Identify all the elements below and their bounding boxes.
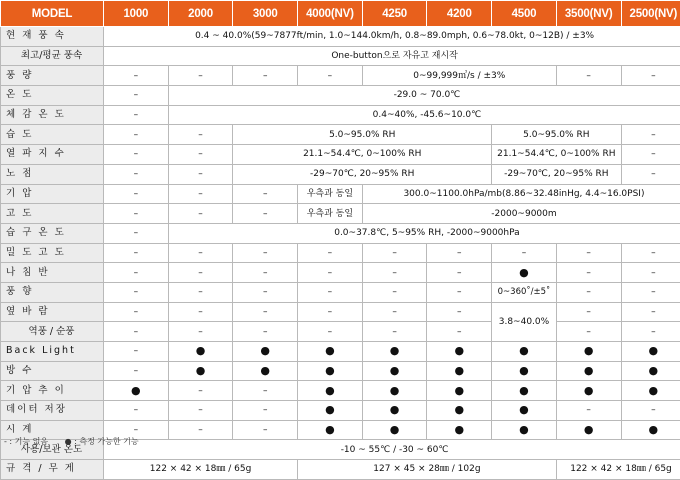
no-function-cell: –: [556, 302, 621, 322]
header-model-1000: 1000: [104, 1, 169, 27]
no-function-cell: –: [168, 322, 233, 342]
row-label: 노 점: [1, 164, 104, 184]
spec-value-cell: 21.1~54.4℃, 0~100% RH: [492, 145, 621, 165]
table-row: [1, 243, 680, 263]
legend-no-function: - : 기능 없음: [4, 437, 48, 446]
table-row: [1, 46, 680, 66]
no-function-cell: –: [362, 322, 427, 342]
no-function-cell: –: [556, 263, 621, 283]
feature-dot-cell: ●: [556, 381, 621, 401]
no-function-cell: –: [427, 302, 492, 322]
feature-dot-cell: ●: [427, 381, 492, 401]
no-function-cell: –: [168, 145, 233, 165]
no-function-cell: –: [492, 243, 557, 263]
table-row: [1, 361, 680, 381]
feature-dot-cell: ●: [362, 361, 427, 381]
feature-dot-cell: ●: [492, 420, 557, 440]
table-row: [1, 381, 680, 401]
row-label: 역풍 / 순풍: [1, 322, 104, 342]
spec-value-cell: One-button으로 자유고 재시작: [104, 46, 680, 66]
row-label: 체 감 온 도: [1, 105, 104, 125]
table-row: [1, 105, 680, 125]
no-function-cell: –: [362, 263, 427, 283]
feature-dot-cell: ●: [298, 401, 363, 421]
no-function-cell: –: [168, 243, 233, 263]
feature-dot-cell: ●: [298, 361, 363, 381]
spec-value-cell: -29~70℃, 20~95% RH: [492, 164, 621, 184]
no-function-cell: –: [104, 184, 169, 204]
table-row: [1, 125, 680, 145]
feature-dot-cell: ●: [168, 361, 233, 381]
spec-value-cell: 0.0~37.8℃, 5~95% RH, -2000~9000hPa: [168, 223, 680, 243]
no-function-cell: –: [168, 420, 233, 440]
no-function-cell: –: [104, 401, 169, 421]
spec-value-cell: -2000~9000m: [362, 204, 680, 224]
header-model-4250: 4250: [362, 1, 427, 27]
header-row: [1, 1, 680, 27]
feature-dot-cell: ●: [556, 342, 621, 362]
no-function-cell: –: [556, 401, 621, 421]
feature-dot-cell: ●: [104, 381, 169, 401]
table-row: [1, 204, 680, 224]
feature-dot-cell: ●: [362, 342, 427, 362]
no-function-cell: –: [104, 105, 169, 125]
header-model-3500nv: 3500(NV): [556, 1, 621, 27]
header-model-4500: 4500: [492, 1, 557, 27]
header-model-2000: 2000: [168, 1, 233, 27]
no-function-cell: –: [233, 420, 298, 440]
no-function-cell: –: [298, 302, 363, 322]
no-function-cell: –: [104, 223, 169, 243]
row-label: 풍 향: [1, 282, 104, 302]
feature-dot-cell: ●: [492, 401, 557, 421]
no-function-cell: –: [168, 125, 233, 145]
no-function-cell: –: [168, 302, 233, 322]
no-function-cell: –: [104, 66, 169, 86]
feature-dot-cell: ●: [362, 401, 427, 421]
no-function-cell: –: [621, 66, 680, 86]
spec-table-body: [1, 27, 680, 480]
header-model-4200: 4200: [427, 1, 492, 27]
feature-dot-cell: ●: [621, 381, 680, 401]
no-function-cell: –: [233, 184, 298, 204]
no-function-cell: –: [556, 243, 621, 263]
no-function-cell: –: [556, 282, 621, 302]
feature-dot-cell: ●: [492, 361, 557, 381]
feature-dot-cell: ●: [427, 401, 492, 421]
no-function-cell: –: [104, 164, 169, 184]
table-row: [1, 223, 680, 243]
row-label: 나 침 반: [1, 263, 104, 283]
feature-dot-cell: ●: [233, 342, 298, 362]
feature-dot-cell: ●: [492, 342, 557, 362]
no-function-cell: –: [168, 381, 233, 401]
feature-dot-cell: ●: [298, 342, 363, 362]
spec-value-cell: -10 ~ 55℃ / -30 ~ 60℃: [104, 440, 680, 460]
spec-value-cell: 300.0~1100.0hPa/mb(8.86~32.48inHg, 4.4~16.0PSI): [362, 184, 680, 204]
table-row: [1, 86, 680, 106]
no-function-cell: –: [233, 381, 298, 401]
row-label: 기 압 추 이: [1, 381, 104, 401]
spec-value-cell: 122 × 42 × 18㎜ / 65g: [556, 460, 680, 480]
feature-dot-cell: ●: [427, 420, 492, 440]
no-function-cell: –: [427, 282, 492, 302]
no-function-cell: –: [621, 401, 680, 421]
no-function-cell: –: [168, 66, 233, 86]
no-function-cell: –: [556, 66, 621, 86]
header-model-3000: 3000: [233, 1, 298, 27]
table-row: [1, 263, 680, 283]
no-function-cell: –: [104, 243, 169, 263]
row-label: 규 격 / 무 게: [1, 460, 104, 480]
spec-value-cell: 127 × 45 × 28㎜ / 102g: [298, 460, 557, 480]
no-function-cell: –: [168, 263, 233, 283]
no-function-cell: –: [621, 145, 680, 165]
no-function-cell: –: [104, 342, 169, 362]
table-row: [1, 27, 680, 47]
row-label: 고 도: [1, 204, 104, 224]
no-function-cell: –: [233, 282, 298, 302]
row-label: 시 계: [1, 420, 104, 440]
no-function-cell: –: [233, 401, 298, 421]
spec-value-cell: 0~99,999㎥/s / ±3%: [362, 66, 556, 86]
no-function-cell: –: [168, 401, 233, 421]
table-row: [1, 282, 680, 302]
no-function-cell: –: [104, 263, 169, 283]
no-function-cell: –: [168, 184, 233, 204]
no-function-cell: –: [233, 243, 298, 263]
feature-dot-cell: ●: [621, 361, 680, 381]
no-function-cell: –: [427, 263, 492, 283]
row-label: 옆 바 람: [1, 302, 104, 322]
table-row: [1, 401, 680, 421]
spec-value-cell: 21.1~54.4℃, 0~100% RH: [233, 145, 492, 165]
spec-value-cell: 122 × 42 × 18㎜ / 65g: [104, 460, 298, 480]
feature-dot-cell: ●: [168, 342, 233, 362]
feature-dot-cell: ●: [621, 342, 680, 362]
spec-value-cell: 3.8~40.0%: [492, 302, 557, 341]
row-label: 현 재 풍 속: [1, 27, 104, 47]
header-model: MODEL: [1, 1, 104, 27]
no-function-cell: –: [556, 322, 621, 342]
no-function-cell: –: [104, 125, 169, 145]
spec-value-cell: -29.0 ~ 70.0℃: [168, 86, 680, 106]
spec-value-cell: 5.0~95.0% RH: [492, 125, 621, 145]
row-label: 온 도: [1, 86, 104, 106]
row-label: 데이터 저장: [1, 401, 104, 421]
feature-dot-cell: ●: [233, 361, 298, 381]
row-label: 습 구 온 도: [1, 223, 104, 243]
table-row: [1, 184, 680, 204]
feature-dot-cell: ●: [556, 361, 621, 381]
row-label: 사용/보관 온도: [1, 440, 104, 460]
no-function-cell: –: [362, 282, 427, 302]
no-function-cell: –: [621, 322, 680, 342]
row-label: 기 압: [1, 184, 104, 204]
feature-dot-cell: ●: [427, 342, 492, 362]
row-label: 습 도: [1, 125, 104, 145]
no-function-cell: –: [621, 243, 680, 263]
no-function-cell: –: [233, 302, 298, 322]
feature-dot-cell: ●: [362, 420, 427, 440]
feature-dot-cell: ●: [556, 420, 621, 440]
no-function-cell: –: [104, 420, 169, 440]
spec-value-cell: 우측과 동일: [298, 204, 363, 224]
no-function-cell: –: [362, 302, 427, 322]
no-function-cell: –: [233, 322, 298, 342]
no-function-cell: –: [298, 282, 363, 302]
feature-dot-cell: ●: [492, 381, 557, 401]
no-function-cell: –: [104, 282, 169, 302]
row-label: 방 수: [1, 361, 104, 381]
no-function-cell: –: [104, 302, 169, 322]
no-function-cell: –: [427, 243, 492, 263]
no-function-cell: –: [104, 204, 169, 224]
table-row: [1, 342, 680, 362]
spec-value-cell: 우측과 동일: [298, 184, 363, 204]
no-function-cell: –: [621, 164, 680, 184]
row-label: 밀 도 고 도: [1, 243, 104, 263]
no-function-cell: –: [104, 361, 169, 381]
no-function-cell: –: [427, 322, 492, 342]
no-function-cell: –: [104, 86, 169, 106]
table-row: [1, 164, 680, 184]
no-function-cell: –: [298, 322, 363, 342]
table-row: [1, 66, 680, 86]
legend: [4, 436, 153, 447]
no-function-cell: –: [168, 164, 233, 184]
row-label: Back Light: [1, 342, 104, 362]
no-function-cell: –: [621, 263, 680, 283]
table-row: [1, 302, 680, 322]
no-function-cell: –: [104, 322, 169, 342]
no-function-cell: –: [621, 125, 680, 145]
no-function-cell: –: [104, 145, 169, 165]
table-row: [1, 460, 680, 480]
header-model-4000nv: 4000(NV): [298, 1, 363, 27]
feature-dot-cell: ●: [427, 361, 492, 381]
header-model-2500nv: 2500(NV): [621, 1, 680, 27]
no-function-cell: –: [621, 302, 680, 322]
no-function-cell: –: [168, 282, 233, 302]
table-row: [1, 145, 680, 165]
row-label: 풍 량: [1, 66, 104, 86]
no-function-cell: –: [298, 66, 363, 86]
no-function-cell: –: [233, 66, 298, 86]
feature-dot-cell: ●: [298, 381, 363, 401]
no-function-cell: –: [233, 204, 298, 224]
spec-value-cell: 0.4 ~ 40.0%(59~7877ft/min, 1.0~144.0km/h, 0.8~89.0mph, 0.6~78.0kt, 0~12B) / ±3%: [104, 27, 680, 47]
row-label: 열 파 지 수: [1, 145, 104, 165]
no-function-cell: –: [233, 263, 298, 283]
feature-dot-cell: ●: [362, 381, 427, 401]
table-row: [1, 322, 680, 342]
legend-measurable: ● : 측정 가능한 기능: [65, 437, 139, 446]
feature-dot-cell: ●: [492, 263, 557, 283]
row-label: 최고/평균 풍속: [1, 46, 104, 66]
spec-value-cell: 5.0~95.0% RH: [233, 125, 492, 145]
no-function-cell: –: [168, 204, 233, 224]
feature-dot-cell: ●: [621, 420, 680, 440]
spec-value-cell: 0~360˚/±5˚: [492, 282, 557, 302]
spec-value-cell: -29~70℃, 20~95% RH: [233, 164, 492, 184]
feature-dot-cell: ●: [298, 420, 363, 440]
spec-value-cell: 0.4~40%, -45.6~10.0℃: [168, 105, 680, 125]
no-function-cell: –: [621, 282, 680, 302]
no-function-cell: –: [298, 263, 363, 283]
no-function-cell: –: [362, 243, 427, 263]
no-function-cell: –: [298, 243, 363, 263]
